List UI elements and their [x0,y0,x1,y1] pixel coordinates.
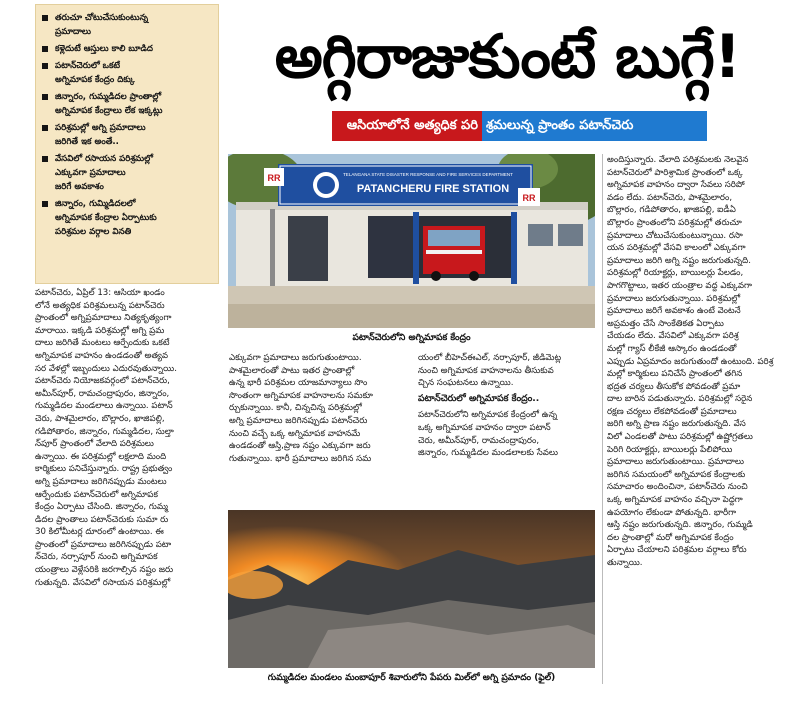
logo-right: RR [522,193,536,203]
article-line: నుంచి వచ్చే ఒక్క అగ్నిమాపక వాహనమే [229,428,361,439]
article-line: గడిపోతారం, జిన్నారం, గుమ్మడిదల, సుల్తా [35,426,174,437]
highlight-item [42,121,214,149]
article-line: అగ్నిమాపక వాహనం ద్వారా సేవలు సరిపో [607,180,745,191]
highlights-box [35,4,219,284]
photo2-caption: గుమ్మడిదల మండలం మంబాపూర్ శివారులోని పేపరు మిల్‌లో అగ్ని ప్రమాదం (ఫైల్) [267,673,556,683]
highlight-line: ప్రమాదాలు [55,27,91,37]
article-line: గుతున్నాయి. భారీ ప్రమాదాలు జరిగిన సమ [229,453,372,464]
article-line: 30 కిలోమీటర్ల దూరంలో ఉంటాయి. ఈ [35,527,164,538]
column-divider [602,154,603,684]
article-line: నుంచి అగ్నిమాపక వాహనాలను తీసుకువ [418,365,554,376]
article-line: ఉన్నాయి. ఈ పరిశ్రమల్లో లక్షలాది మంది [35,451,167,462]
article-line: న్‌చెరు, నర్సాపూర్ నుంచి అగ్నిమాపక [35,552,158,563]
article-line: సొంతంగా అగ్నిమాపక వాహనాలను సమకూ [229,390,373,401]
article-line: తున్నాయి. [607,558,643,568]
article-line: ఆర్పేందుకు పటాన్‌చెరులో అగ్నిమాపక [35,489,159,500]
article-line: ప్రమాదాలు చోటుచేసుకుంటున్నాయి. రసా [607,230,743,241]
article-line: ప్రమాదాలు జరుగుతున్నాయి. పరిశ్రమల్లో [607,293,741,304]
fire-accident-photo [228,510,595,668]
photo1-caption: పటాన్‌చెరులోని అగ్నిమాపక కేంద్రం [352,333,471,343]
article-line: దాల బారిన పడుతున్నారు. పరిశ్రమల్లో సరైన [607,394,753,405]
article-line: వడం లేదు. పటాన్‌చెరు, పాశమైలారం, [607,192,733,203]
article-line: పెరిగి రియాక్టర్లు, బాయిలర్లు పేలిపోయి [607,444,733,455]
article-line: జరిగిన సమయంలో అగ్నిమాపక కేంద్రాలకు [607,469,746,480]
column-gap [224,287,225,311]
bullet-square-icon [42,46,48,52]
highlight-item [42,197,214,239]
article-line: ఉండడంతో ఆస్తి,ప్రాణ నష్టం ఎక్కువగా జరు [229,441,371,452]
article-line: ప్రాంతంలో ప్రమాదాలు జరిగినప్పుడు పటా [35,539,172,550]
article-line: సర వేళల్లో ఇబ్బందులు ఎదురవుతున్నాయి. [35,363,177,374]
article-line: లోనే అత్యధిక పరిశ్రమలున్న పటాన్‌చెరు [35,300,165,311]
article-line: మల్లో కార్మికులు పనిచేసే ప్రాంతంలో తగిన [607,369,743,380]
article-line: ఏర్పాటు చేయాలని పరిశ్రమల వర్గాలు కోరు [607,545,747,556]
article-line: గుమ్మడిదల మండలాలు ఉన్నాయి. పటాన్ [35,401,173,412]
article-line: యంత్రాలు వెళ్లేసరికి జరగాల్సిన నష్టం జరు [35,565,174,576]
highlight-line: అగ్నిమాపక కేంద్రం దిక్కు [55,75,135,85]
fire-station-image [228,154,595,328]
bullet-square-icon [42,15,48,21]
article-line: జిన్నారం, గుమ్మడిదల మండలాలకు సేవలు [418,448,558,459]
highlight-line: జిన్నారం, గుమ్మిడిదలలో [55,199,136,209]
article-line: ఎక్కువగా ప్రమాదాలు జరుగుతుంటాయి. [229,353,362,363]
highlight-line: జరిగే అవకాశం [55,182,104,192]
sign-main-text: PATANCHERU FIRE STATION [356,183,510,195]
article-line: చెరు, అమీన్‌పూర్, రామచంద్రాపురం, [418,435,540,446]
highlight-line: పటాన్‌చెరులో ఒకటే [55,61,121,71]
article-line: అమీన్‌పూర్, రామచంద్రాపురం, జిన్నారం, [35,388,170,399]
article-column-3 [418,352,598,460]
article-line: పటాన్‌చెరు నియోజకవర్గంలో పటాన్‌చెరు, [35,376,170,387]
article-line: అగ్ని ప్రమాదాలు జరిగినప్పుడు మంటలు [35,476,167,487]
article-line: మారాయి. ఇక్కడి పరిశ్రమల్లో అగ్ని ప్రమ [35,325,165,336]
highlight-item [42,90,214,118]
article-line: న్‌పూర్ ప్రాంతంలో వేలాది పరిశ్రమలు [35,439,154,450]
article-line: బొల్లారం ప్రాంతంలోని పరిశ్రమల్లో తరుచూ [607,217,742,228]
article-line: ప్రమాదాలు జరిగి అగ్ని నష్టం జరుగుతున్నది. [607,255,751,266]
article-line: గుతున్నది. వేసవిలో రసాయన పరిశ్రమల్లో [35,577,171,588]
bullet-square-icon [42,125,48,131]
article-line: అగ్నిమాపక వాహనం ఉండడంతో అత్యవ [35,350,169,361]
article-line: పాశమైలారంతో పాటు ఇతర ప్రాంతాల్లో [229,365,355,376]
article-line: పరిశ్రమల్లో రియాక్టర్లు, బాయిలర్లు పేలడం, [607,268,744,279]
highlight-line: అగ్నిమాపక కేంద్రాల ఏర్పాటుకు [55,213,157,223]
headline: అగ్గిరాజుకుంటే బుగ్గే! [274,22,741,92]
highlight-item [42,42,214,56]
article-line: ఉన్న భారీ పరిశ్రమల యాజమాన్యాలు సొం [229,378,368,389]
subheadline-blue: శ్రమలున్న ప్రాంతం పటాన్‌చెరు [482,111,707,141]
article-line: అగ్ని ప్రమాదాలు జరిగినప్పుడు పటాన్‌చెరు [229,415,368,426]
highlight-item [42,59,214,87]
article-line: సమాచారం అందించినా, పటాన్‌చెరు నుంచి [607,482,748,493]
article-line: కేంద్రం ఏర్పాటు చేసింది. జిన్నారం, గుమ్మ [35,502,168,513]
bullet-square-icon [42,63,48,69]
article-column-4 [607,154,795,570]
article-line: విలో ఎండలతో పాటు పరిశ్రమల్లో ఉష్ణోగ్రతలు [607,432,753,443]
article-line: ఆస్తి నష్టం జరుగుతున్నది. జిన్నారం, గుమ్మడి [607,520,753,531]
logo-left: RR [267,173,281,183]
article-line: యంలో బీహెచ్‌ఈఎల్, నర్సాపూర్, జీడిమెట్ల [418,353,562,363]
section-subhead: పటాన్‌చెరులో అగ్నిమాపక కేంద్రం.. [418,392,540,404]
article-line: పటాన్‌చెరులోని అగ్నిమాపక కేంద్రంలో ఉన్న [418,410,558,421]
article-line: ర్చుకున్నాయి. కానీ, చిన్నచిన్న పరిశ్రమల్లో [229,403,362,414]
bullet-square-icon [42,201,48,207]
article-line: బొల్లారం, గడిపోతారం, ఖాజిపల్లి, ఐడీఏ [607,205,736,216]
article-line: దల ప్రాంతాల్లో మరో అగ్నిమాపక కేంద్రం [607,532,734,543]
highlight-line: అగ్నిమాపక కేంద్రాలు లేక ఇక్కట్లు [55,106,163,116]
article-line: జరిగి అగ్ని ప్రాణ నష్టం జరుగుతున్నది. వేస [607,419,746,430]
article-line: డిదల ప్రాంతాలు పటాన్‌చెరుకు సుమా రు [35,514,169,525]
article-line: ఒక్క అగ్నిమాపక వాహనం వచ్చినా పెద్దగా [607,495,743,506]
article-line: పటాన్‌చెరులో పారిశ్రామిక ప్రాంతంలో ఒక్క [607,167,743,178]
article-line: ప్రమాదాలు జరిగే అవకాశం ఉంటే వెంటనే [607,306,741,317]
article-line: దాలు జరిగితే మంటలు ఆర్పేందుకు ఒకటే [35,338,170,349]
article-line: కార్మికులు పనిచేస్తున్నారు. రాష్ట్ర ప్రభుత్వం [35,464,173,475]
highlight-line: వేసవిలో రసాయన పరిశ్రమల్లో [55,154,153,164]
highlight-line: జరిగితే ఇక అంతే.. [55,137,119,147]
article-line: అప్రమత్తం చేసే సాంకేతికత ఏర్పాటు [607,318,724,329]
article-line: పాగగొట్టాలు, ఇతర యంత్రాల వద్ద ఎక్కువగా [607,280,752,291]
bullet-square-icon [42,94,48,100]
fire-station-photo [228,154,595,328]
article-line: చేయడం లేదు. వేసవిలో ఎక్కువగా పరిశ్ర [607,331,739,342]
highlight-line: తరుచూ చోటుచేసుకుంటున్న [55,13,149,23]
article-line: చ్చిన సంఘటనలు ఉన్నాయి. [418,378,514,389]
article-line: ప్రమాదాలు జరుగుతుంటాయి. ప్రమాదాలు [607,457,744,468]
article-line: ఒక్క అగ్నిమాపక వాహనం ద్వారా పటాన్ [418,422,551,433]
fire-accident-image [228,510,595,668]
bullet-square-icon [42,156,48,162]
article-line: అందిస్తున్నారు. వేలాది పరిశ్రమలకు నెలవైన [607,155,749,165]
article-column-1 [35,287,219,589]
article-line: ఎప్పుడు ఏప్రమాదం జరుగుతుందో ఉంటుంది. పరిశ్ర [607,356,774,367]
highlight-line: ఎక్కువగా ప్రమాదాలు [55,168,126,178]
article-line: యన పరిశ్రమల్లో వేసవి కాలంలో ఎక్కువగా [607,243,746,254]
article-column-2 [229,352,414,465]
highlight-line: పరిశ్రమల వర్గాల వినతి [55,227,132,237]
subheadline-red: ఆసియాలోనే అత్యధిక పరి [332,111,482,141]
article-line: భద్రత చర్యలు తీసుకోక పోవడంతో ప్రమా [607,381,741,392]
highlight-line: పరిశ్రమల్లో అగ్ని ప్రమాదాలు [55,123,146,133]
article-line: రక్షణ చర్యలు లేకపోవడంతో ప్రమాదాలు [607,406,737,417]
sign-top-text: TELANGANA STATE DISASTER RESPONSE AND FIRE SERVICES DEPARTMENT [343,172,513,177]
article-line: ఉపయోగం లేకుండా పోతున్నది. భారీగా [607,507,737,518]
highlight-item [42,11,214,39]
article-line: మల్లో గ్యాస్ లీకేజీ ఆస్కారం ఉండడంతో [607,343,737,354]
article-line: పటాన్‌చెరు, ఏప్రిల్ 13: ఆసియా ఖండం [35,288,165,298]
highlight-item [42,152,214,194]
article-line: చెరు, పాశమైలారం, బొల్లారం, ఖాజిపల్లి, [35,413,165,424]
article-line: ప్రాంతంలో అగ్నిప్రమాదాలు నిత్యకృత్యంగా [35,313,172,324]
highlight-line: కళ్లెదుటే ఆస్తులు కాలి బూడిద [55,44,153,54]
highlight-line: జిన్నారం, గుమ్మడిదల ప్రాంతాల్లో [55,92,162,102]
